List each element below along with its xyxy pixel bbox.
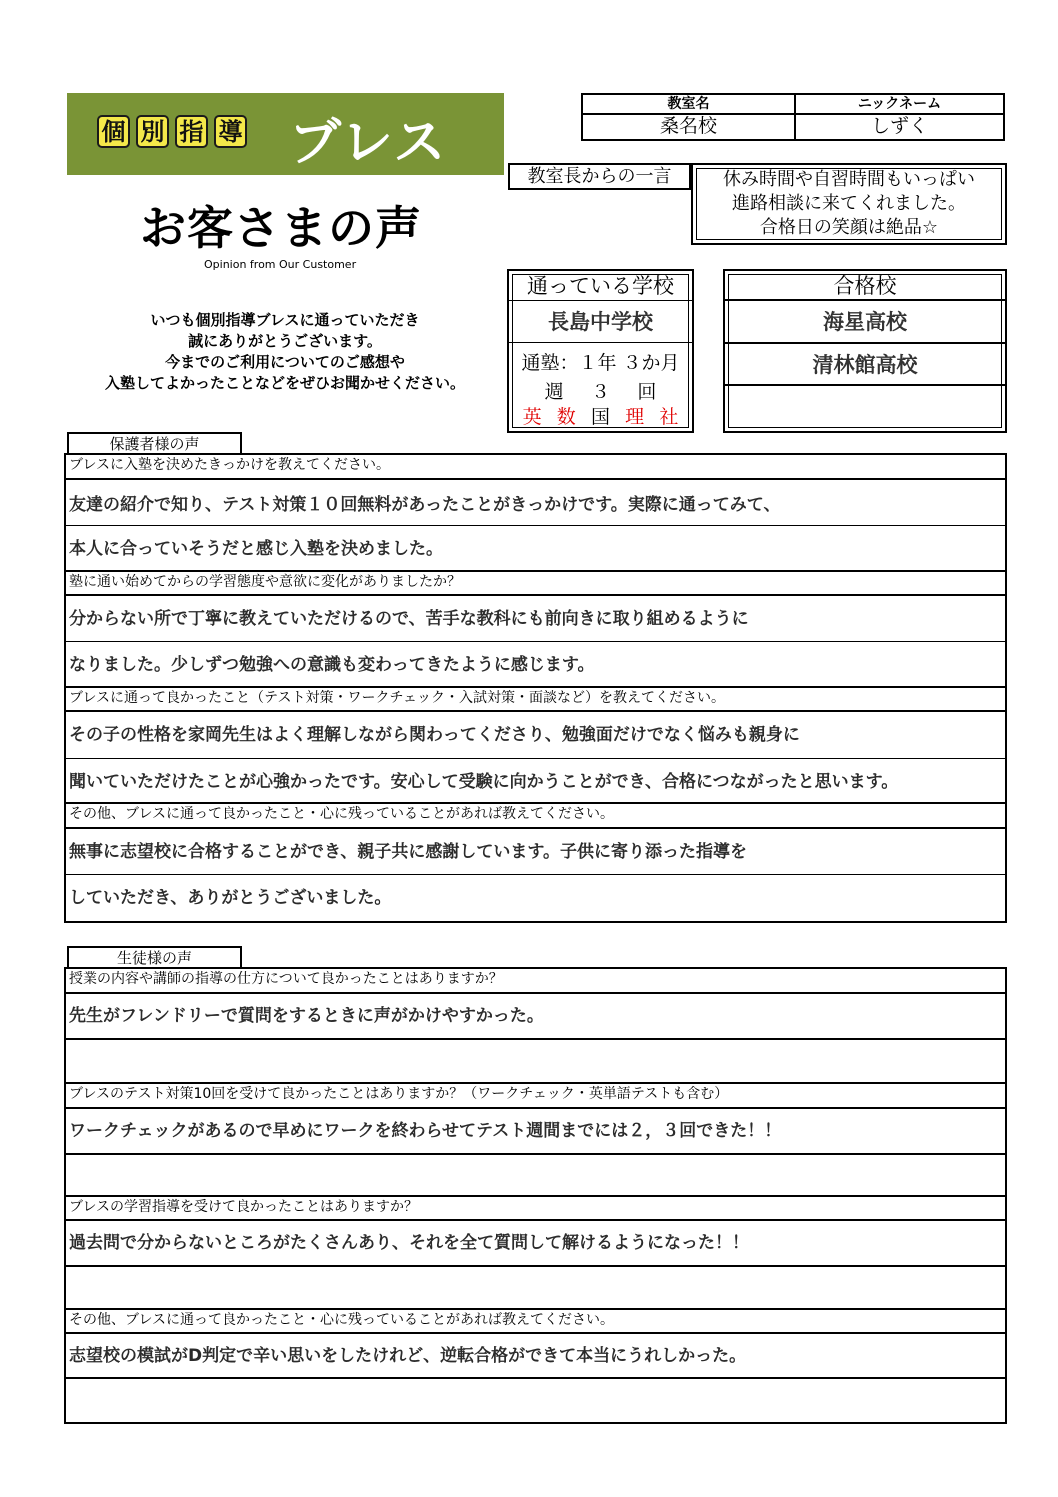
student-answer <box>66 1267 1005 1310</box>
intro-line: いつも個別指導ブレスに通っていただき <box>150 311 420 329</box>
school-box <box>507 269 694 433</box>
subject: 国 <box>590 406 610 428</box>
guardian-answer: 友達の紹介で知り、テスト対策１０回無料があったことがきっかけです。実際に通ってみて、 <box>66 480 1005 526</box>
student-question: 授業の内容や講師の指導の仕方について良かったことはありますか？ <box>66 969 1005 994</box>
guardian-question: その他、ブレスに通って良かったこと・心に残っていることがあれば教えてください。 <box>66 804 1005 829</box>
nickname-value: しずく <box>870 115 928 137</box>
brand-logo <box>67 93 504 175</box>
guardian-answer: なりました。少しずつ勉強への意識も変わってきたように感じます。 <box>66 642 1005 688</box>
student-answer: ワークチェックがあるので早めにワークを終わらせてテスト週間までには２，３回できた！！ <box>66 1109 1005 1155</box>
intro-line: 入塾してよかったことなどをぜひお聞かせください。 <box>104 374 465 392</box>
classroom-label: 教室名 <box>583 95 796 115</box>
guardian-section <box>64 453 1007 923</box>
subject: 数 <box>556 406 576 428</box>
message-label: 教室長からの一言 <box>508 163 691 190</box>
passed-school: 海星高校 <box>725 301 1005 344</box>
intro-line: 今までのご利用についてのご感想や <box>165 353 405 371</box>
logo-char: 個 <box>97 115 130 148</box>
school-frequency <box>509 381 692 403</box>
school-period: 通塾：１年 ３か月 <box>521 352 680 374</box>
student-answer: 先生がフレンドリーで質問をするときに声がかけやすかった。 <box>66 994 1005 1040</box>
passed-school <box>725 386 1005 431</box>
page-title: お客さまの声 <box>140 201 422 255</box>
student-answer: 過去問で分からないところがたくさんあり、それを全て質問して解けるようになった！！ <box>66 1221 1005 1267</box>
guardian-answer: 無事に志望校に合格することができ、親子共に感謝しています。子供に寄り添った指導を <box>66 829 1005 875</box>
guardian-answer: していただき、ありがとうございました。 <box>69 888 392 908</box>
subject: 理 <box>625 406 645 428</box>
student-question: ブレスの学習指導を受けて良かったことはありますか？ <box>66 1197 1005 1221</box>
student-section <box>64 967 1007 1424</box>
student-question: ブレスのテスト対策10回を受けて良かったことはありますか？（ワークチェック・英単語テストも含む） <box>66 1084 1005 1109</box>
guardian-question: 塾に通い始めてからの学習態度や意欲に変化がありましたか？ <box>66 572 1005 596</box>
guardian-answer: 聞いていただけたことが心強かったです。安心して受験に向かうことができ、合格につながったと思います。 <box>66 759 1005 804</box>
school-name: 長島中学校 <box>509 301 692 343</box>
intro-text <box>70 310 500 394</box>
message-line: 合格日の笑顔は絶品☆ <box>759 217 939 238</box>
message-line: 進路相談に来てくれました。 <box>732 193 966 214</box>
freq-num: ３ <box>590 381 610 403</box>
subjects-row <box>509 405 692 429</box>
logo-tiles <box>97 115 247 148</box>
school-label: 通っている学校 <box>509 271 692 301</box>
freq-unit: 回 <box>637 381 657 403</box>
student-answer <box>66 1040 1005 1084</box>
student-answer <box>66 1379 1005 1422</box>
guardian-answer: 本人に合っていそうだと感じ入塾を決めました。 <box>66 526 1005 572</box>
page-subtitle: Opinion from Our Customer <box>204 258 357 271</box>
subject: 社 <box>659 406 679 428</box>
subject: 英 <box>522 406 542 428</box>
message-box <box>691 163 1007 245</box>
passed-label: 合格校 <box>725 271 1005 301</box>
classroom-value: 桑名校 <box>583 115 796 139</box>
message-line: 休み時間や自習時間もいっぱい <box>723 169 975 190</box>
classroom-table <box>581 93 1005 141</box>
guardian-answer: その子の性格を家岡先生はよく理解しながら関わってくださり、勉強面だけでなく悩みも親身に <box>66 712 1005 759</box>
guardian-answer: 分からない所で丁寧に教えていただけるので、苦手な教科にも前向きに取り組めるように <box>66 596 1005 642</box>
logo-char: 導 <box>214 115 247 148</box>
nickname-label: ニックネーム <box>796 95 1003 115</box>
student-answer <box>66 1155 1005 1197</box>
logo-name: ブレス <box>289 113 448 173</box>
passed-school: 清林館高校 <box>725 344 1005 386</box>
student-answer: 志望校の模試がD判定で辛い思いをしたけれど、逆転合格ができて本当にうれしかった。 <box>66 1334 1005 1379</box>
logo-char: 指 <box>175 115 208 148</box>
logo-char: 別 <box>136 115 169 148</box>
passed-schools-box <box>723 269 1007 433</box>
intro-line: 誠にありがとうございます。 <box>188 332 382 350</box>
guardian-question: ブレスに通って良かったこと（テスト対策・ワークチェック・入試対策・面談など）を教えてください。 <box>66 688 1005 712</box>
student-question: その他、ブレスに通って良かったこと・心に残っていることがあれば教えてください。 <box>66 1310 1005 1334</box>
guardian-question: ブレスに入塾を決めたきっかけを教えてください。 <box>66 455 1005 480</box>
guardian-section-label: 保護者様の声 <box>67 432 242 454</box>
freq-week: 週 <box>544 381 564 403</box>
student-section-label: 生徒様の声 <box>67 946 242 968</box>
